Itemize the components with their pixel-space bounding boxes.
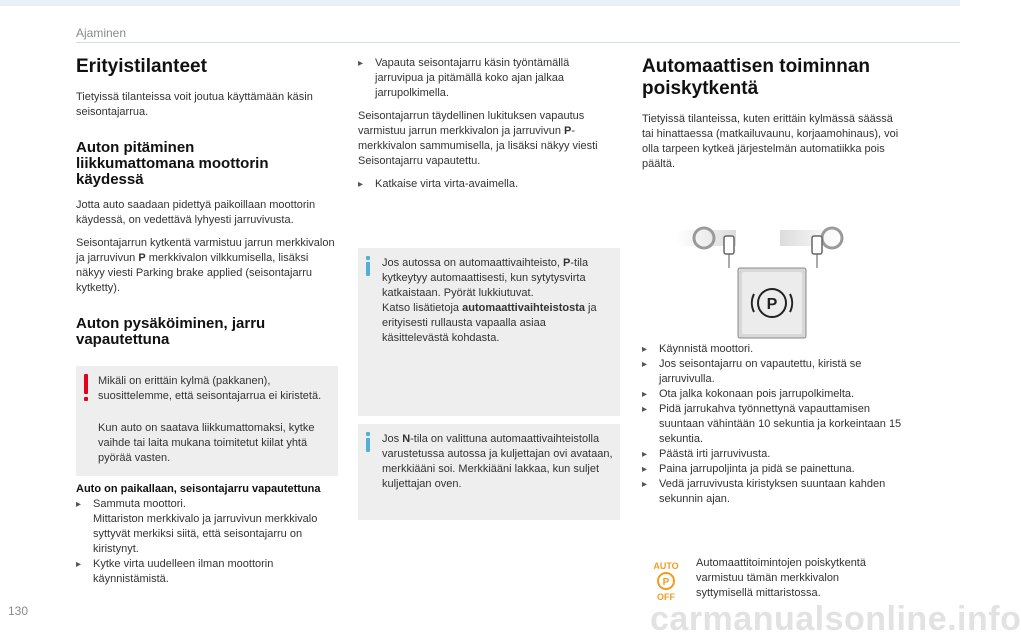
info-icon-dot xyxy=(366,432,370,436)
page-title: Erityistilanteet xyxy=(76,56,207,77)
list-item xyxy=(642,447,904,462)
bullet-icon: ▸ xyxy=(76,499,82,510)
text-run-bold: automaattivaihteistosta xyxy=(462,302,585,314)
list-item xyxy=(358,56,620,101)
list-item-text: Vedä jarruvivusta kiristyksen suuntaan kahden sekunnin ajan. xyxy=(659,478,886,505)
text-run: Jos autossa on automaattivaihteisto, xyxy=(382,257,563,269)
bullet-icon: ▸ xyxy=(642,389,648,400)
info-icon xyxy=(366,438,370,452)
brake-lever-icon xyxy=(676,224,856,338)
bullet-icon: ▸ xyxy=(76,559,82,570)
list-item xyxy=(76,497,338,512)
bullet-icon: ▸ xyxy=(358,179,364,190)
intro-text: Tietyissä tilanteissa voit joutua käyttämään käsin seisontajarrua. xyxy=(76,91,313,118)
text-run-bold: P xyxy=(138,252,146,264)
section-title xyxy=(642,56,904,100)
auto-off-center-label: P xyxy=(662,577,670,588)
bullet-list xyxy=(76,497,338,587)
subheading: Auto on paikallaan, seisontajarru vapautettuna xyxy=(76,483,321,495)
text-run: Katso lisätietoja xyxy=(382,302,463,314)
text-run-bold: N xyxy=(402,433,411,445)
paragraph: Jotta auto saadaan pidettyä paikoillaan moottorin käydessä, on vedettävä lyhyesti jarruvivusta. xyxy=(76,199,316,226)
page-number: 130 xyxy=(8,604,29,618)
list-item-text: Päästä irti jarruvivusta. xyxy=(659,448,771,460)
text-run: merkkivalon vilkkumisella, lisäksi näkyy viesti Parking brake applied (seisontajarru kytketty). xyxy=(76,252,313,294)
section-heading-line: Auton pysäköiminen, jarru xyxy=(76,315,266,332)
column-right xyxy=(642,56,904,172)
list-item xyxy=(358,177,620,192)
steps-list xyxy=(642,342,904,507)
list-item xyxy=(76,557,338,587)
header-rule xyxy=(76,42,960,43)
auto-off-bottom-label: OFF xyxy=(657,592,675,602)
info-box-gearbox xyxy=(358,248,620,416)
warning-box xyxy=(76,366,338,476)
warning-icon-dot xyxy=(84,397,88,401)
section-heading-line: liikkumattomana moottorin xyxy=(76,155,269,172)
column-middle xyxy=(358,56,620,192)
bullet-icon: ▸ xyxy=(358,58,364,69)
list-item-text: Ota jalka kokonaan pois jarrupolkimelta. xyxy=(659,388,855,400)
bullet-icon: ▸ xyxy=(642,464,648,475)
warning-text: Mikäli on erittäin kylmä (pakkanen), suosittelemme, että seisontajarrua ei kiristetä. xyxy=(98,375,322,402)
text-run: -merkkivalon sammumisella, ja lisäksi näkyy viesti Seisontajarru vapautettu. xyxy=(358,125,598,167)
header-accent-band xyxy=(0,0,960,6)
list-item-text: Sammuta moottori. xyxy=(93,498,186,510)
bullet-icon: ▸ xyxy=(642,449,648,460)
section-heading-line: käydessä xyxy=(76,171,144,188)
text-run: -tila on valittuna automaattivaihteistolla varustetussa autossa ja kuljettajan ovi avataan, merkkiääni soi. Merkkiääni lakkaa, kun suljet kuljettajan oven. xyxy=(382,433,613,490)
list-item xyxy=(642,462,904,477)
list-item-text: Paina jarrupoljinta ja pidä se painettuna. xyxy=(659,463,855,475)
text-run-bold: P xyxy=(563,257,571,269)
watermark: carmanualsonline.info xyxy=(650,600,1021,638)
auto-off-note: Automaattitoimintojen poiskytkentä varmistuu tämän merkkivalon syttymisellä mittaristossa. xyxy=(696,557,866,599)
list-item xyxy=(642,387,904,402)
list-item-text: Kytke virta uudelleen ilman moottorin käynnistämistä. xyxy=(93,558,274,585)
list-item-text: Pidä jarrukahva työnnettynä vapauttamisen suuntaan vähintään 10 sekuntia ja korkeintaan 15 sekuntia. xyxy=(659,403,902,445)
section-heading-line: vapautettuna xyxy=(76,331,170,348)
list-item xyxy=(642,342,904,357)
parking-symbol: P xyxy=(766,296,778,313)
intro-text: Tietyissä tilanteissa, kuten erittäin kylmässä säässä tai hinattaessa (matkailuvaunu, korjaamohinaus), voi olla tarpeen kytkeä järjestelmän automatiikka pois päältä. xyxy=(642,113,899,170)
section-header: Ajaminen xyxy=(76,26,127,40)
list-item xyxy=(642,477,904,507)
title-line: poiskytkentä xyxy=(642,78,759,99)
list-item-text: Käynnistä moottori. xyxy=(659,343,754,355)
text-run: ja erityisesti rullausta vapaalla asiaa käsittelevästä kohdasta. xyxy=(382,302,597,344)
bullet-icon: ▸ xyxy=(642,359,648,370)
info-box-neutral xyxy=(358,424,620,520)
info-icon-dot xyxy=(366,256,370,260)
list-item xyxy=(76,512,338,557)
auto-off-warning-icon xyxy=(646,560,686,602)
list-item-text: Vapauta seisontajarru käsin työntämällä jarruvipua ja pitämällä koko ajan jalkaa jarrupolkimella. xyxy=(375,57,570,99)
bullet-icon: ▸ xyxy=(642,344,648,355)
stationary-section xyxy=(76,482,338,587)
text-run: Jos xyxy=(382,433,403,445)
steps-section xyxy=(642,342,904,507)
paragraph xyxy=(358,109,620,169)
title-line: Automaattisen toiminnan xyxy=(642,56,871,77)
list-item xyxy=(642,402,904,447)
bullet-list xyxy=(358,177,620,192)
text-run-bold: P xyxy=(564,125,572,137)
info-text xyxy=(382,256,614,346)
auto-off-top-label: AUTO xyxy=(653,561,679,571)
parking-brake-illustration xyxy=(676,224,856,338)
section-heading-parking xyxy=(76,316,338,348)
bullet-list xyxy=(358,56,620,101)
section-heading-idle xyxy=(76,140,338,188)
list-item-text: Jos seisontajarru on vapautettu, kiristä se jarruvivulla. xyxy=(659,358,862,385)
paragraph xyxy=(76,236,338,296)
list-item xyxy=(642,357,904,387)
text-run: Seisontajarrun täydellinen lukituksen vapautus varmistuu jarrun merkkivalon ja jarruvivun xyxy=(358,110,585,137)
warning-icon xyxy=(84,374,88,394)
list-item-text: Mittariston merkkivalo ja jarruvivun merkkivalo syttyvät merkiksi siitä, että seisontajarru on kiristynyt. xyxy=(93,513,318,555)
section-heading-line: Auton pitäminen xyxy=(76,139,195,156)
info-icon xyxy=(366,262,370,276)
column-left xyxy=(76,56,338,348)
text-run: Seisontajarrun kytkentä varmistuu jarrun merkkivalon ja jarruvivun xyxy=(76,237,335,264)
list-item-text: Katkaise virta virta-avaimella. xyxy=(375,178,519,190)
warning-text: Kun auto on saatava liikkumattomaksi, kytke vaihde tai laita mukana toimitetut kiilat yhtä pyörää vasten. xyxy=(98,422,315,464)
text-run: -tila kytkeytyy automaattisesti, kun sytytysvirta katkaistaan. Pyörät lukkiutuvat. xyxy=(382,257,589,299)
info-text xyxy=(382,432,614,492)
bullet-icon: ▸ xyxy=(642,479,648,490)
bullet-icon: ▸ xyxy=(642,404,648,415)
